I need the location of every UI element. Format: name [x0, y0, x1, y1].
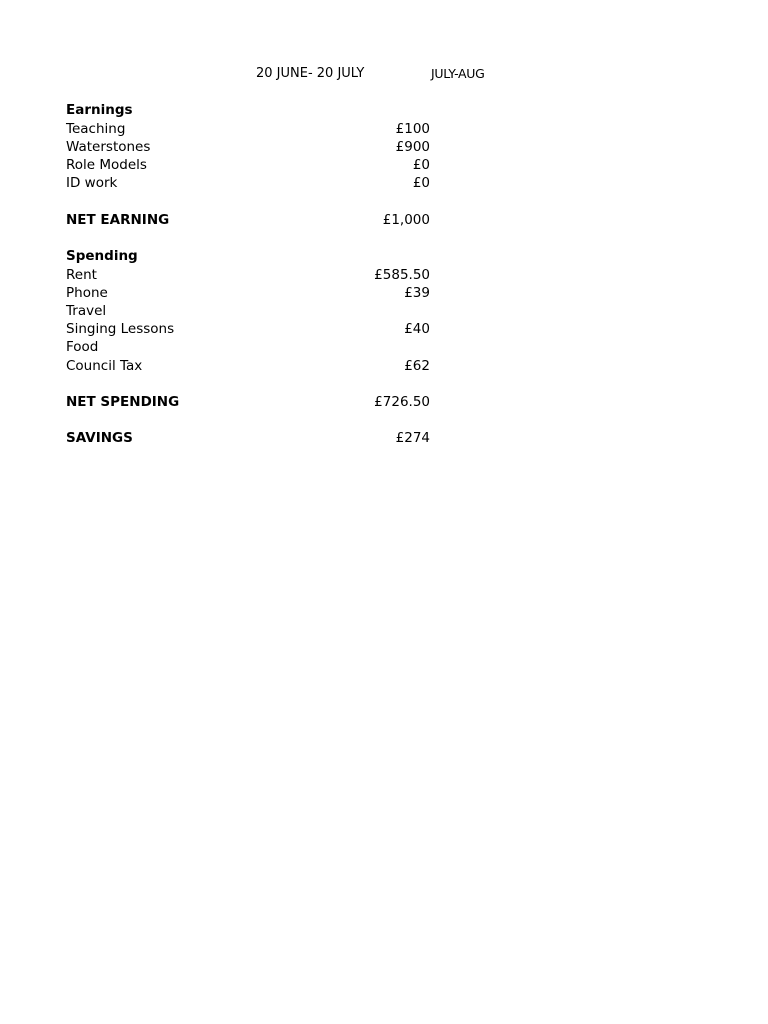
row-label: ID work: [66, 175, 118, 191]
row-value: £0: [412, 175, 430, 191]
row-value: £39: [404, 285, 430, 301]
row-value: £0: [412, 157, 430, 173]
row-label: Food: [66, 339, 99, 355]
net-spending-label: NET SPENDING: [66, 394, 180, 410]
earnings-heading: Earnings: [66, 102, 133, 118]
row-value: £900: [395, 139, 430, 155]
earnings-row-waterstones: [66, 138, 430, 156]
spending-row-food: [66, 338, 430, 356]
row-label: Council Tax: [66, 358, 143, 374]
row-label: Travel: [66, 303, 107, 319]
spending-row-singing-lessons: [66, 320, 430, 338]
row-label: Rent: [66, 267, 97, 283]
column-header-july-aug: JULY-AUG: [431, 66, 485, 81]
row-value: £62: [404, 358, 430, 374]
net-earning-label: NET EARNING: [66, 212, 170, 228]
spending-heading: Spending: [66, 248, 138, 264]
net-spending-row: [66, 393, 430, 411]
net-earning-value: £1,000: [382, 212, 430, 228]
row-label: Teaching: [66, 121, 126, 137]
spending-heading-row: [66, 247, 430, 265]
row-label: Singing Lessons: [66, 321, 175, 337]
net-earning-row: [66, 211, 430, 229]
row-label: Waterstones: [66, 139, 151, 155]
row-label: Phone: [66, 285, 108, 301]
net-spending-value: £726.50: [374, 394, 430, 410]
savings-value: £274: [395, 430, 430, 446]
spending-row-rent: [66, 266, 430, 284]
row-value: £100: [395, 121, 430, 137]
savings-row: [66, 429, 430, 447]
earnings-heading-row: [66, 101, 430, 119]
row-label: Role Models: [66, 157, 147, 173]
row-value: £40: [404, 321, 430, 337]
earnings-row-role-models: [66, 156, 430, 174]
savings-label: SAVINGS: [66, 430, 133, 446]
spending-row-council-tax: [66, 357, 430, 375]
row-value: £585.50: [374, 267, 430, 283]
column-header-june-july: 20 JUNE- 20 JULY: [256, 66, 365, 81]
spending-row-phone: [66, 284, 430, 302]
earnings-row-id-work: [66, 174, 430, 192]
earnings-row-teaching: [66, 120, 430, 138]
spending-row-travel: [66, 302, 430, 320]
